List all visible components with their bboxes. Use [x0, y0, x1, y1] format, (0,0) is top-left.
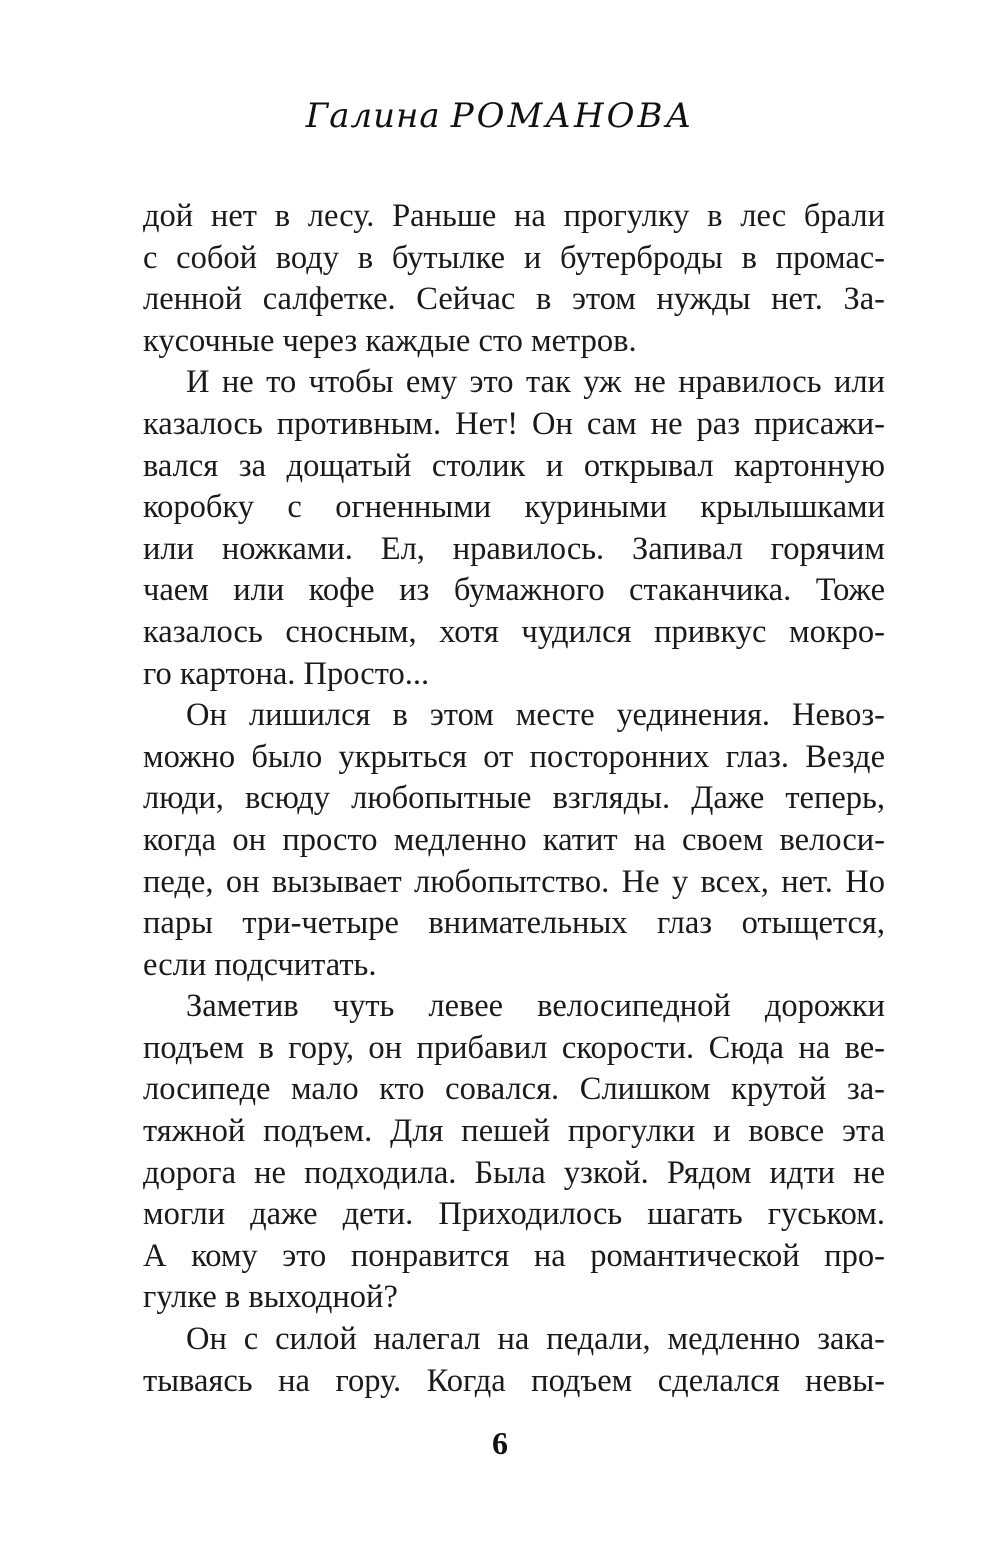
text-line: Он с силой налегал на педали, медленно зака- — [186, 1321, 885, 1358]
text-line: кусочные через каждые сто метров. — [143, 322, 637, 359]
text-line: пары три-четыре внимательных глаз отыщется, — [143, 905, 885, 942]
text-line: дой нет в лесу. Раньше на прогулку в лес брали — [143, 198, 885, 234]
text-line: коробку с огненными куриными крылышками — [143, 489, 885, 526]
text-line: го картона. Просто... — [143, 655, 430, 692]
text-line: тяжной подъем. Для пешей прогулки и вовсе эта — [143, 1113, 885, 1150]
text-line: педе, он вызывает любопытство. Не у всех, нет. Но — [143, 863, 885, 900]
running-head — [0, 96, 1000, 136]
text-line: или ножками. Ел, нравилось. Запивал горячим — [143, 530, 885, 567]
text-line: Заметив чуть левее велосипедной дорожки — [186, 988, 885, 1025]
text-line: можно было укрыться от посторонних глаз. Везде — [143, 738, 885, 775]
text-line: чаем или кофе из бумажного стаканчика. Тоже — [143, 572, 885, 609]
paragraph-4 — [143, 986, 885, 1319]
text-line: люди, всюду любопытные взгляды. Даже теперь, — [143, 780, 885, 817]
text-line: когда он просто медленно катит на своем велоси- — [143, 821, 885, 858]
text-line: вался за дощатый столик и открывал картонную — [143, 447, 885, 484]
paragraph-1 — [143, 196, 885, 362]
paragraph-3 — [143, 695, 885, 986]
text-line: могли даже дети. Приходилось шагать гуськом. — [143, 1196, 885, 1233]
text-line: если подсчитать. — [143, 946, 377, 983]
text-line: казалось сносным, хотя чудился привкус мокро- — [143, 613, 885, 650]
text-line: И не то чтобы ему это так уж не нравилось или — [186, 364, 885, 401]
text-line: подъем в гору, он прибавил скорости. Сюда на ве- — [143, 1029, 885, 1066]
text-line: гулке в выходной? — [143, 1279, 398, 1316]
paragraph-2 — [143, 362, 885, 695]
paragraph-5 — [143, 1319, 885, 1402]
text-line: Он лишился в этом месте уединения. Невоз- — [186, 697, 885, 734]
text-line: дорога не подходила. Была узкой. Рядом идти не — [143, 1154, 885, 1191]
text-line: лосипеде мало кто совался. Слишком крутой за- — [143, 1071, 885, 1108]
author-given-name: Галина — [305, 96, 441, 136]
text-line: ленной салфетке. Сейчас в этом нужды нет. За- — [143, 281, 885, 318]
author-surname: РОМАНОВА — [450, 96, 695, 136]
text-line: тываясь на гору. Когда подъем сделался невы- — [143, 1362, 885, 1399]
text-line: казалось противным. Нет! Он сам не раз присажи- — [143, 405, 885, 442]
text-line: с собой воду в бутылке и бутерброды в промас- — [143, 239, 885, 276]
body-text — [143, 196, 885, 1402]
text-line: А кому это понравится на романтической про- — [143, 1237, 885, 1274]
page-number: 6 — [492, 1425, 508, 1461]
